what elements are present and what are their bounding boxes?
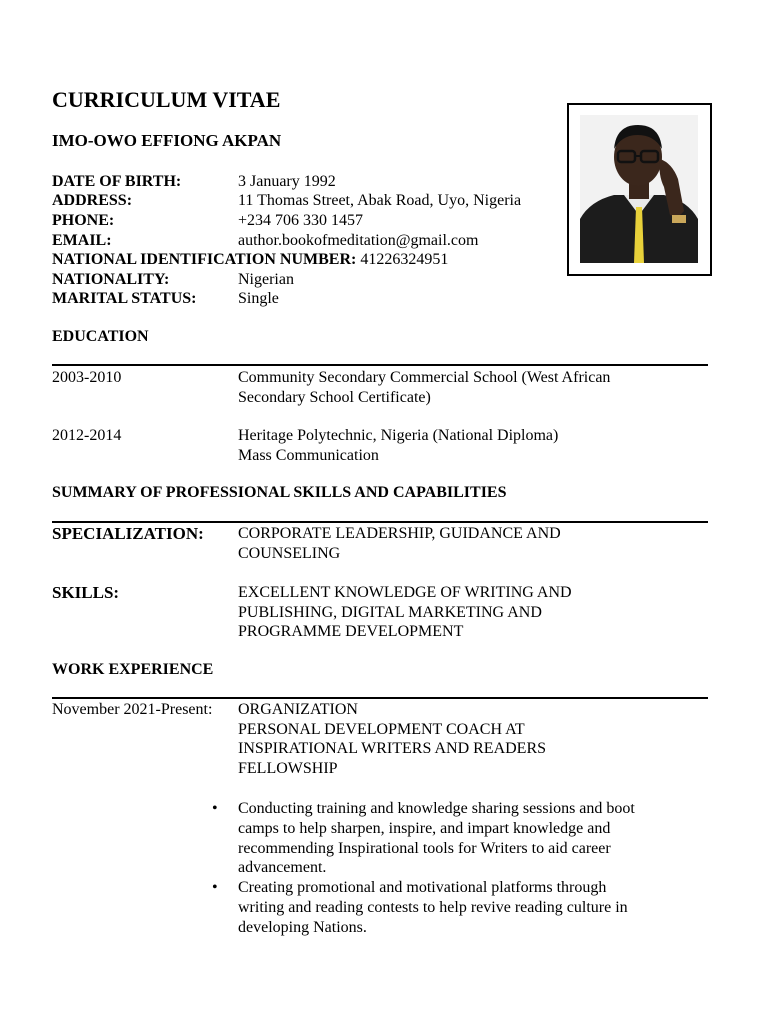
duty-line: developing Nations. [238,918,367,936]
bullet-icon: • [212,879,218,897]
skills-line: PUBLISHING, DIGITAL MARKETING AND [238,603,542,621]
skills-summary-heading: SUMMARY OF PROFESSIONAL SKILLS AND CAPABILITIES [52,484,507,501]
phone-label: PHONE: [52,212,115,229]
duties-list [200,799,700,938]
nin-value: 41226324951 [360,251,449,268]
education-detail: Secondary School Certificate) [238,388,431,406]
nationality-label: NATIONALITY: [52,271,170,288]
work-period: November 2021-Present: [52,701,213,718]
work-org-line: ORGANIZATION [238,701,358,718]
portrait-image [580,115,698,263]
work-org-line: FELLOWSHIP [238,759,338,777]
email-label: EMAIL: [52,232,112,249]
address-label: ADDRESS: [52,192,133,209]
nationality-value: Nigerian [238,271,294,288]
phone-value: +234 706 330 1457 [238,212,364,229]
specialization-line: COUNSELING [238,544,341,562]
duty-line: advancement. [238,859,327,877]
marital-label: MARITAL STATUS: [52,290,197,307]
skills-line: EXCELLENT KNOWLEDGE OF WRITING AND [238,584,572,601]
skills-value [238,583,572,642]
education-entry [238,426,558,465]
skills-line: PROGRAMME DEVELOPMENT [238,623,464,641]
specialization-line: CORPORATE LEADERSHIP, GUIDANCE AND [238,525,561,542]
document-title: CURRICULUM VITAE [52,87,281,112]
person-name: IMO-OWO EFFIONG AKPAN [52,131,282,150]
duty-line: Conducting training and knowledge sharing sessions and boot [238,800,635,817]
dob-value: 3 January 1992 [238,173,336,190]
marital-value: Single [238,290,279,307]
list-item [200,799,700,878]
specialization-value [238,524,561,563]
list-item [200,878,700,937]
section-divider [52,521,708,523]
duty-line: Creating promotional and motivational platforms through [238,879,607,897]
address-value: 11 Thomas Street, Abak Road, Uyo, Nigeria [238,192,522,209]
education-detail: Mass Communication [238,446,379,464]
specialization-label: SPECIALIZATION: [52,524,204,543]
profile-photo [567,103,712,276]
nin-label: NATIONAL IDENTIFICATION NUMBER: [52,251,357,268]
education-years: 2012-2014 [52,427,122,444]
bullet-icon: • [212,800,218,817]
email-value: author.bookofmeditation@gmail.com [238,232,479,249]
education-heading: EDUCATION [52,328,149,345]
education-years: 2003-2010 [52,369,122,386]
duty-line: camps to help sharpen, inspire, and impart knowledge and [238,819,611,837]
education-entry [238,368,610,407]
dob-label: DATE OF BIRTH: [52,173,182,190]
education-institution: Heritage Polytechnic, Nigeria (National Diploma) [238,427,559,444]
section-divider [52,364,708,366]
duty-line: writing and reading contests to help revive reading culture in [238,898,628,916]
work-position [238,700,546,778]
nin-row [52,250,448,269]
work-org-line: PERSONAL DEVELOPMENT COACH AT [238,720,525,738]
section-divider [52,697,708,699]
duty-line: recommending Inspirational tools for Writers to aid career [238,839,611,857]
work-org-line: INSPIRATIONAL WRITERS AND READERS [238,740,547,758]
education-institution: Community Secondary Commercial School (West African [238,369,611,386]
skills-label: SKILLS: [52,583,120,602]
work-experience-heading: WORK EXPERIENCE [52,661,214,678]
